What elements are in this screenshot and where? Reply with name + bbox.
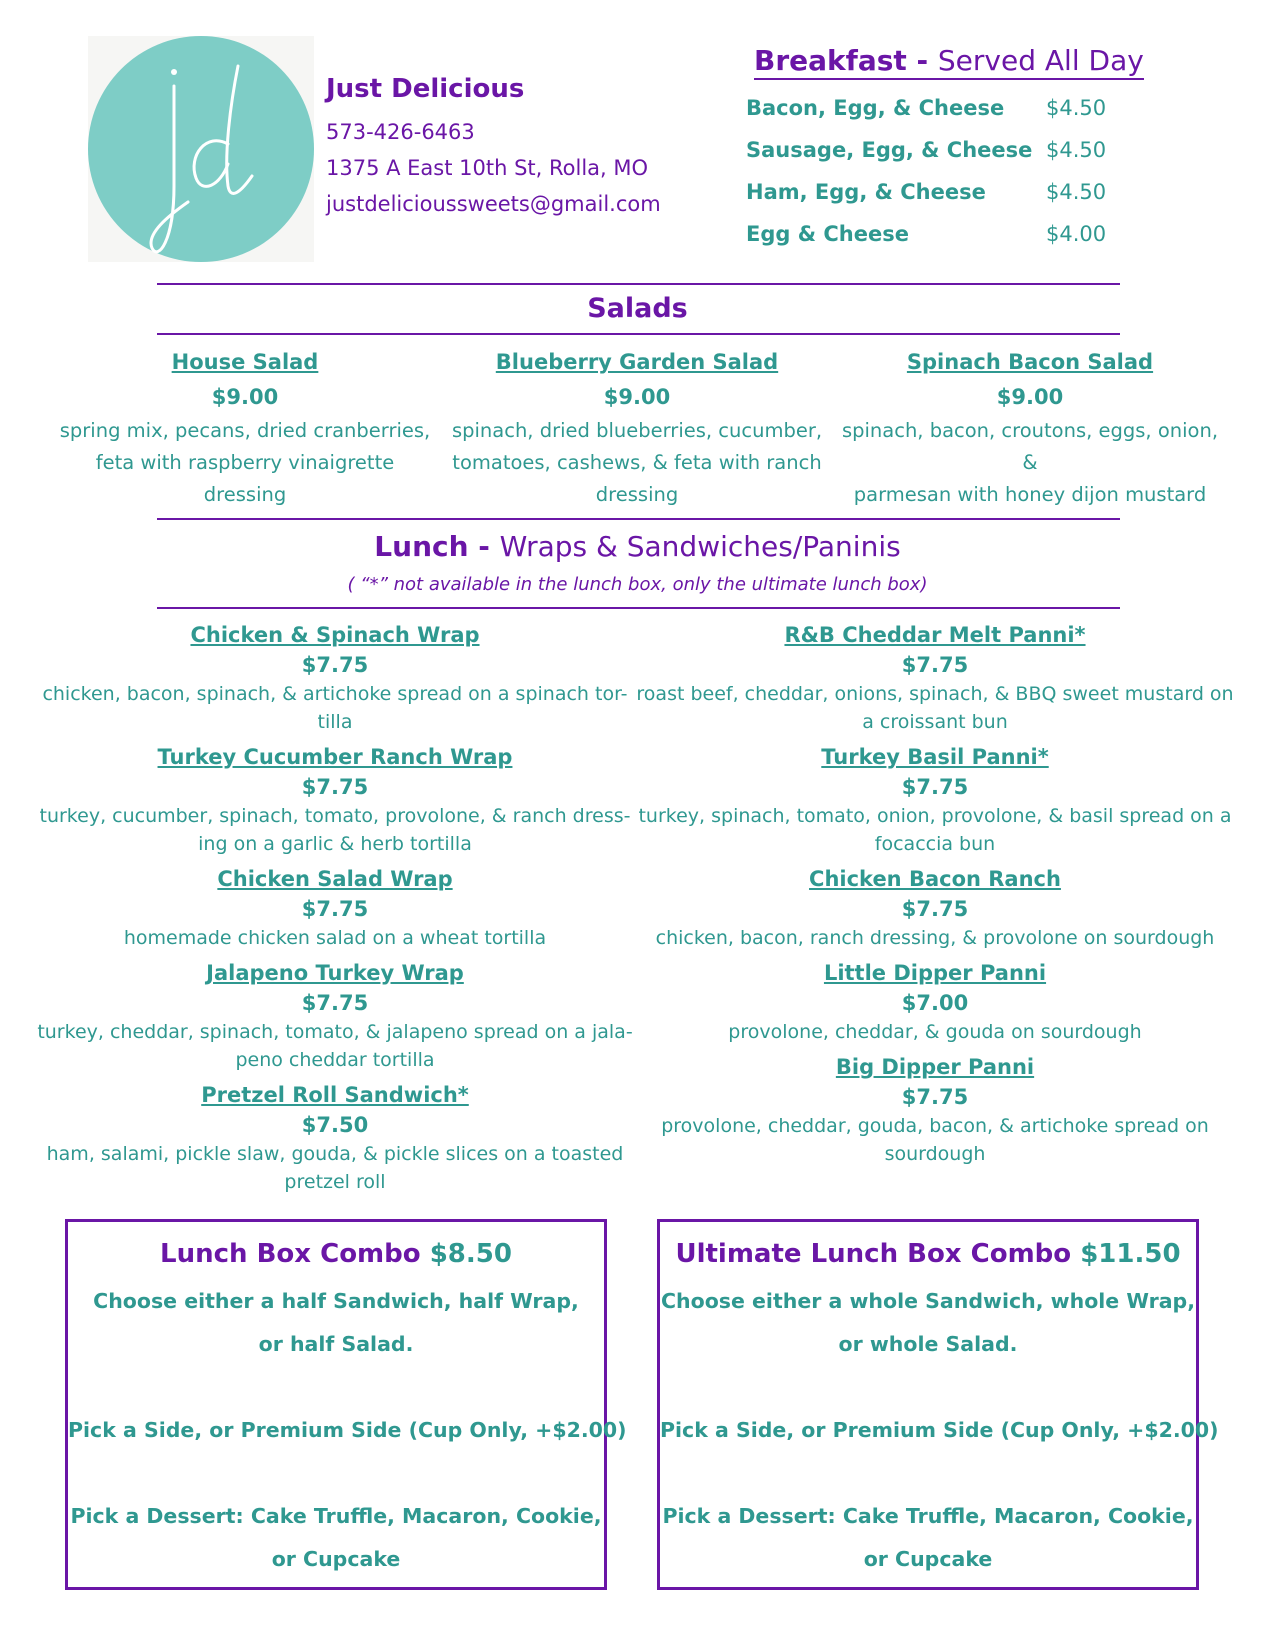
- combo-line: or half Salad.: [258, 1332, 414, 1356]
- lunch-item: [30, 742, 640, 858]
- lunch-item-name: R&B Cheddar Melt Panni*: [784, 623, 1086, 647]
- lunch-item-price: $7.75: [301, 991, 369, 1015]
- salad-desc: spinach, dried blueberries, cucumber,: [451, 419, 823, 442]
- combo-title-text: Lunch Box Combo: [160, 1239, 421, 1269]
- combo-line: Pick a Dessert: Cake Truffle, Macaron, Cookie,: [70, 1504, 602, 1528]
- lunch-item-name: Turkey Cucumber Ranch Wrap: [157, 745, 513, 769]
- combo-title: [660, 1234, 1196, 1274]
- lunch-item-desc: roast beef, cheddar, onions, spinach, & BBQ sweet mustard on: [636, 683, 1234, 705]
- lunch-item-desc: ham, salami, pickle slaw, gouda, & pickle slices on a toasted: [46, 1143, 624, 1165]
- lunch-title-rest: Wraps & Sandwiches/Paninis: [499, 530, 901, 563]
- breakfast-item-name: Sausage, Egg, & Cheese: [746, 138, 1033, 162]
- lunch-item-price: $7.75: [301, 775, 369, 799]
- lunch-item-price: $7.75: [901, 897, 969, 921]
- breakfast-item-price: $4.50: [1046, 138, 1107, 162]
- ultimate-lunch-box-combo: [657, 1219, 1219, 1590]
- breakfast-item-price: $4.00: [1046, 222, 1107, 246]
- business-phone[interactable]: 573-426-6463: [326, 120, 475, 144]
- lunch-title-bold: Lunch -: [374, 530, 500, 563]
- combo-price: $11.50: [1080, 1239, 1181, 1269]
- lunch-item-name: Turkey Basil Panni*: [821, 745, 1049, 769]
- lunch-item-desc: provolone, cheddar, & gouda on sourdough: [728, 1021, 1142, 1043]
- lunch-item-price: $7.75: [301, 897, 369, 921]
- salad-desc: spinach, bacon, croutons, eggs, onion, &: [841, 419, 1219, 474]
- lunch-item-price: $7.75: [901, 775, 969, 799]
- combo-line: Choose either a whole Sandwich, whole Wrap,: [660, 1289, 1196, 1313]
- lunch-item-desc: focaccia bun: [874, 833, 996, 855]
- lunch-item-desc: peno cheddar tortilla: [235, 1049, 435, 1071]
- divider: [157, 607, 1120, 609]
- lunch-item-name: Chicken Salad Wrap: [217, 867, 453, 891]
- lunch-item-price: $7.75: [901, 653, 969, 677]
- combo-price: $8.50: [429, 1239, 512, 1269]
- lunch-item-name: Pretzel Roll Sandwich*: [201, 1083, 469, 1107]
- lunch-item-desc: homemade chicken salad on a wheat tortilla: [123, 927, 547, 949]
- lunch-item-price: $7.50: [301, 1113, 369, 1137]
- divider: [157, 518, 1120, 520]
- combo-line: or whole Salad.: [838, 1332, 1018, 1356]
- business-email[interactable]: justdelicioussweets@gmail.com: [326, 192, 661, 216]
- lunch-item-desc: turkey, cucumber, spinach, tomato, provolone, & ranch dress-: [39, 805, 631, 827]
- lunch-item-desc: pretzel roll: [284, 1171, 386, 1193]
- salad-card: [55, 345, 435, 511]
- business-address: 1375 A East 10th St, Rolla, MO: [326, 156, 649, 180]
- lunch-item: [30, 1080, 640, 1196]
- salad-name: Spinach Bacon Salad: [906, 350, 1154, 374]
- lunch-item-price: $7.00: [901, 991, 969, 1015]
- breakfast-item-price: $4.50: [1046, 96, 1107, 120]
- divider: [157, 333, 1120, 335]
- business-name: Just Delicious: [326, 74, 525, 104]
- salad-desc: spring mix, pecans, dried cranberries,: [59, 419, 431, 442]
- breakfast-title: [754, 44, 1144, 80]
- combo-line: or Cupcake: [271, 1547, 401, 1571]
- lunch-item-desc: turkey, spinach, tomato, onion, provolone, & basil spread on a: [638, 805, 1232, 827]
- lunch-item-price: $7.75: [901, 1085, 969, 1109]
- lunch-note: ( “*” not available in the lunch box, only the ultimate lunch box): [347, 574, 928, 595]
- lunch-item: [30, 620, 640, 736]
- lunch-item: [30, 958, 640, 1074]
- breakfast-item-name: Ham, Egg, & Cheese: [746, 180, 986, 204]
- breakfast-title-rest: Served All Day: [937, 44, 1144, 77]
- salad-desc: tomatoes, cashews, & feta with ranch: [452, 451, 822, 474]
- combo-title: [68, 1234, 604, 1274]
- combo-line: Choose either a half Sandwich, half Wrap,: [93, 1289, 579, 1313]
- salad-name: Blueberry Garden Salad: [495, 350, 779, 374]
- salad-card: [447, 345, 827, 511]
- lunch-item: [30, 864, 640, 952]
- combo-line: Pick a Dessert: Cake Truffle, Macaron, Cookie,: [662, 1504, 1194, 1528]
- lunch-item-desc: provolone, cheddar, gouda, bacon, & artichoke spread on: [661, 1115, 1209, 1137]
- salads-title: Salads: [587, 293, 688, 324]
- lunch-item: [630, 1052, 1240, 1168]
- breakfast-item-price: $4.50: [1046, 180, 1107, 204]
- breakfast-item-name: Egg & Cheese: [746, 222, 909, 246]
- lunch-item-name: Big Dipper Panni: [835, 1055, 1035, 1079]
- salad-price: $9.00: [603, 385, 671, 409]
- lunch-item-name: Chicken & Spinach Wrap: [190, 623, 480, 647]
- breakfast-title-bold: Breakfast -: [754, 44, 938, 77]
- lunch-item: [630, 864, 1240, 952]
- lunch-title: [0, 530, 1275, 563]
- lunch-box-combo: [65, 1219, 627, 1590]
- lunch-item-desc: tilla: [317, 711, 353, 733]
- salad-desc: dressing: [595, 483, 679, 506]
- lunch-item-desc: sourdough: [884, 1143, 986, 1165]
- lunch-item-price: $7.75: [301, 653, 369, 677]
- jd-logo: [88, 36, 314, 262]
- salad-card: [835, 345, 1225, 511]
- lunch-item-desc: chicken, bacon, ranch dressing, & provolone on sourdough: [655, 927, 1215, 949]
- lunch-item-name: Chicken Bacon Ranch: [809, 867, 1061, 891]
- combo-line: Pick a Side, or Premium Side (Cup Only, +$2.00): [68, 1418, 627, 1442]
- salad-price: $9.00: [211, 385, 279, 409]
- combo-line: Pick a Side, or Premium Side (Cup Only, +$2.00): [660, 1418, 1219, 1442]
- salad-name: House Salad: [171, 350, 319, 374]
- lunch-item: [630, 958, 1240, 1046]
- divider: [157, 283, 1120, 285]
- lunch-item-name: Jalapeno Turkey Wrap: [206, 961, 464, 985]
- salad-desc: feta with raspberry vinaigrette dressing: [95, 451, 395, 506]
- lunch-item: [630, 742, 1240, 858]
- salad-price: $9.00: [996, 385, 1064, 409]
- lunch-item-desc: turkey, cheddar, spinach, tomato, & jalapeno spread on a jala-: [37, 1021, 633, 1043]
- lunch-item: [630, 620, 1240, 736]
- lunch-item-name: Little Dipper Panni: [823, 961, 1047, 985]
- lunch-item-desc: ing on a garlic & herb tortilla: [198, 833, 472, 855]
- salad-desc: parmesan with honey dijon mustard: [853, 483, 1207, 506]
- lunch-item-desc: chicken, bacon, spinach, & artichoke spread on a spinach tor-: [42, 683, 628, 705]
- lunch-item-desc: a croissant bun: [862, 711, 1008, 733]
- combo-title-text: Ultimate Lunch Box Combo: [675, 1239, 1072, 1269]
- combo-line: or Cupcake: [863, 1547, 993, 1571]
- breakfast-item-name: Bacon, Egg, & Cheese: [746, 96, 1005, 120]
